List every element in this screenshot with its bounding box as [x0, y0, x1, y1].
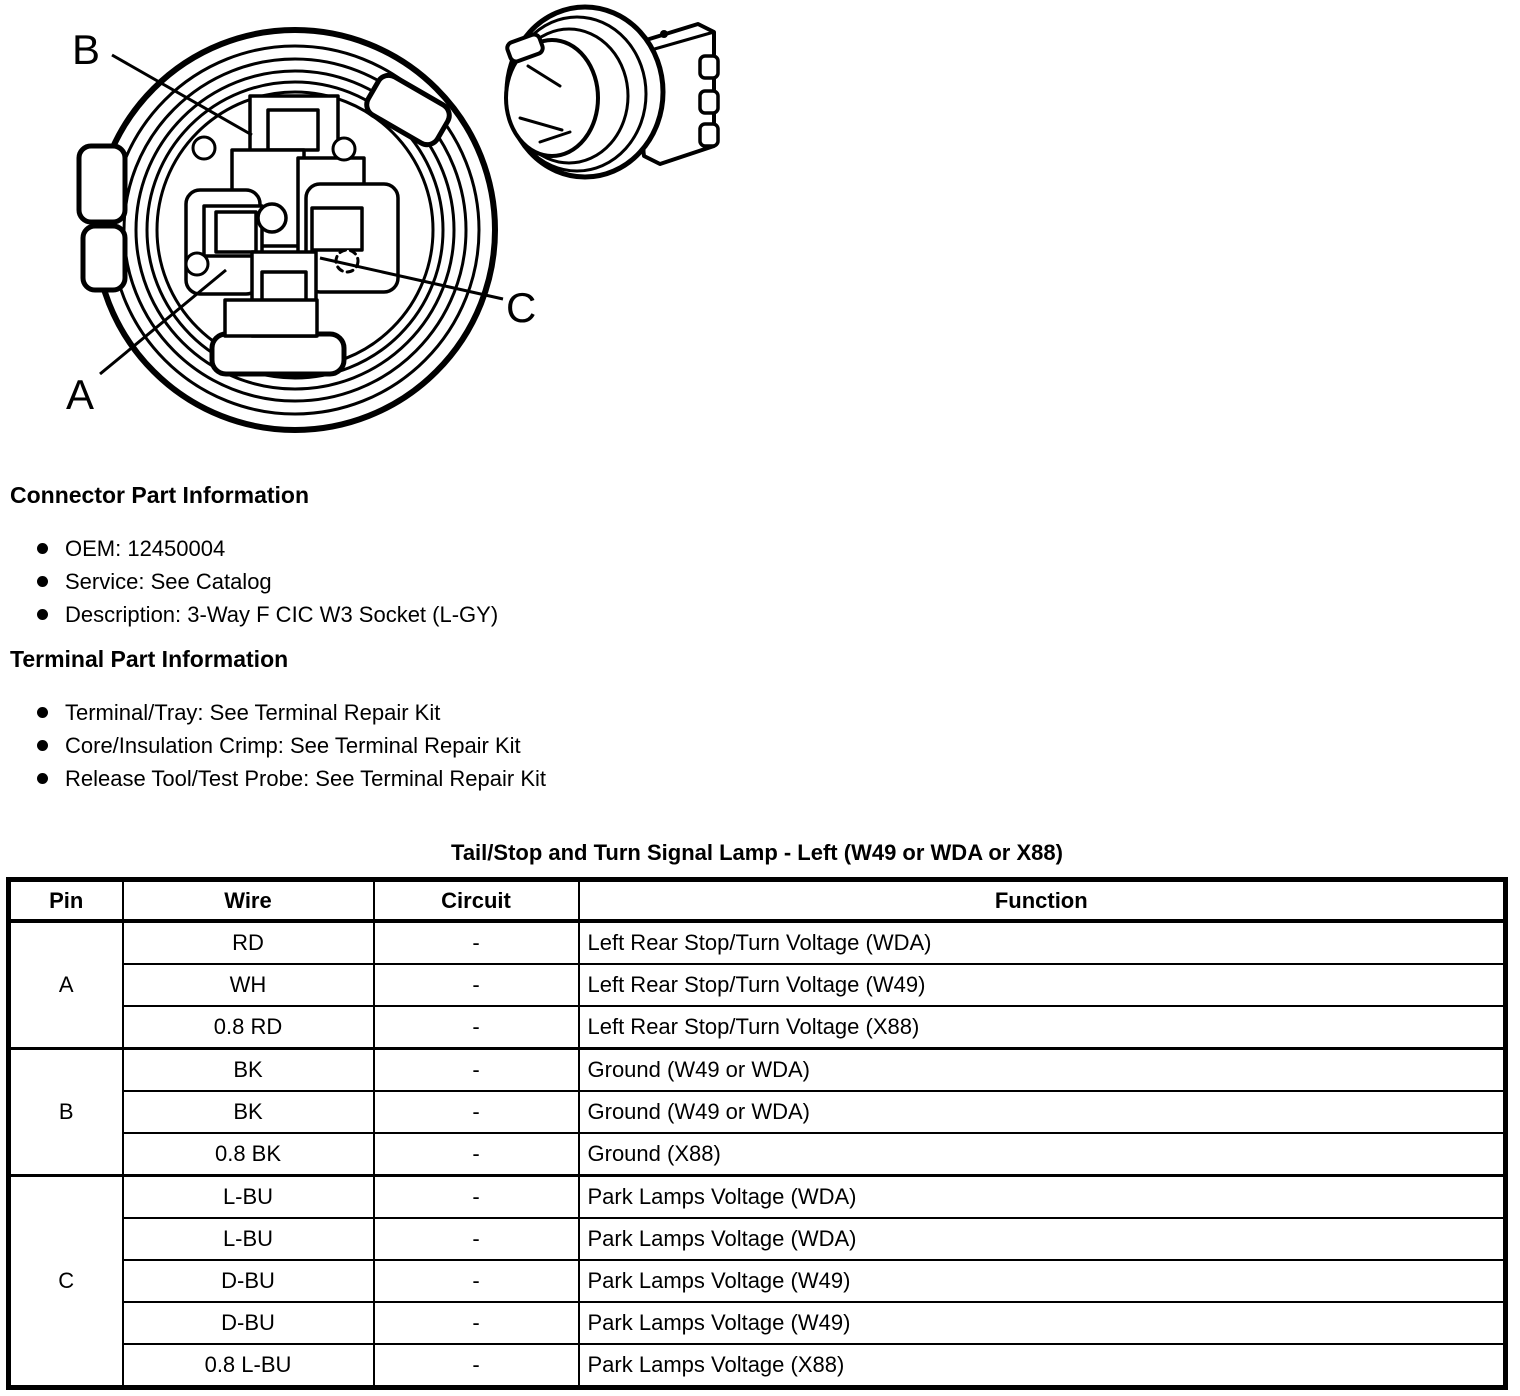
table-row — [9, 964, 1506, 1006]
table-row — [9, 1049, 1506, 1092]
circuit-cell: - — [374, 1260, 579, 1302]
circuit-cell: - — [374, 921, 579, 964]
table-row — [9, 1006, 1506, 1049]
list-item — [0, 767, 546, 790]
list-item-text: Release Tool/Test Probe: See Terminal Repair Kit — [65, 765, 546, 791]
function-cell: Ground (W49 or WDA) — [579, 1091, 1506, 1133]
list-item — [0, 701, 546, 724]
column-header-wire: Wire — [123, 880, 374, 922]
bullet-icon — [37, 707, 48, 718]
table-header-row — [9, 880, 1506, 922]
lock-tab-bottom — [212, 334, 344, 374]
wire-cell: D-BU — [123, 1260, 374, 1302]
list-item — [0, 734, 546, 757]
list-item — [0, 570, 498, 593]
alignment-dot — [660, 30, 668, 38]
table-row — [9, 1218, 1506, 1260]
pin-label-a: A — [66, 371, 95, 418]
table-row — [9, 1176, 1506, 1219]
connector-3d-view — [506, 7, 718, 177]
wire-cell: 0.8 RD — [123, 1006, 374, 1049]
column-header-pin: Pin — [9, 880, 123, 922]
list-item-text: OEM: 12450004 — [65, 535, 226, 561]
circuit-cell: - — [374, 964, 579, 1006]
circuit-cell: - — [374, 1176, 579, 1219]
bullet-icon — [37, 740, 48, 751]
lock-tab-left-lower — [83, 226, 125, 290]
wire-cell: RD — [123, 921, 374, 964]
list-item-text: Terminal/Tray: See Terminal Repair Kit — [65, 699, 441, 725]
pin-cell: C — [9, 1176, 123, 1388]
table-row — [9, 921, 1506, 964]
wire-cell: BK — [123, 1049, 374, 1092]
list-item — [0, 537, 498, 560]
circuit-cell: - — [374, 1091, 579, 1133]
wire-cell: L-BU — [123, 1176, 374, 1219]
pin-cell: B — [9, 1049, 123, 1176]
table-title: Tail/Stop and Turn Signal Lamp - Left (W49 or WDA or X88) — [451, 840, 1063, 865]
function-cell: Left Rear Stop/Turn Voltage (WDA) — [579, 921, 1506, 964]
circuit-cell: - — [374, 1049, 579, 1092]
function-cell: Ground (W49 or WDA) — [579, 1049, 1506, 1092]
circuit-cell: - — [374, 1006, 579, 1049]
function-cell: Park Lamps Voltage (WDA) — [579, 1218, 1506, 1260]
wire-cell: 0.8 L-BU — [123, 1344, 374, 1388]
bullet-icon — [37, 543, 48, 554]
terminal-part-list — [0, 701, 546, 800]
circuit-cell: - — [374, 1302, 579, 1344]
bullet-icon — [37, 773, 48, 784]
column-header-circuit: Circuit — [374, 880, 579, 922]
wire-cell: WH — [123, 964, 374, 1006]
table-row — [9, 1133, 1506, 1176]
pin-label-c: C — [506, 284, 537, 331]
terminal-pins — [700, 56, 718, 146]
connector-part-list — [0, 537, 498, 636]
connector-diagram — [0, 0, 760, 452]
pin-function-table — [6, 877, 1508, 1390]
connector-front-view — [79, 30, 495, 430]
wire-cell: D-BU — [123, 1302, 374, 1344]
function-cell: Park Lamps Voltage (WDA) — [579, 1176, 1506, 1219]
wire-cell: BK — [123, 1091, 374, 1133]
list-item — [0, 603, 498, 626]
table-row — [9, 1344, 1506, 1388]
function-cell: Left Rear Stop/Turn Voltage (W49) — [579, 964, 1506, 1006]
bullet-icon — [37, 609, 48, 620]
function-cell: Park Lamps Voltage (X88) — [579, 1344, 1506, 1388]
circuit-cell: - — [374, 1218, 579, 1260]
wire-cell: L-BU — [123, 1218, 374, 1260]
table-row — [9, 1260, 1506, 1302]
column-header-function: Function — [579, 880, 1506, 922]
section-heading-terminal-part: Terminal Part Information — [10, 646, 289, 672]
function-cell: Left Rear Stop/Turn Voltage (X88) — [579, 1006, 1506, 1049]
function-cell: Park Lamps Voltage (W49) — [579, 1302, 1506, 1344]
circuit-cell: - — [374, 1133, 579, 1176]
lock-tab-left-upper — [79, 146, 125, 222]
wire-cell: 0.8 BK — [123, 1133, 374, 1176]
list-item-text: Description: 3-Way F CIC W3 Socket (L-GY) — [65, 601, 499, 627]
list-item-text: Service: See Catalog — [65, 568, 272, 594]
bullet-icon — [37, 576, 48, 587]
section-heading-connector-part: Connector Part Information — [10, 482, 310, 508]
pin-cell: A — [9, 921, 123, 1049]
table-row — [9, 1091, 1506, 1133]
table-row — [9, 1302, 1506, 1344]
pin-label-b: B — [72, 26, 101, 73]
function-cell: Ground (X88) — [579, 1133, 1506, 1176]
function-cell: Park Lamps Voltage (W49) — [579, 1260, 1506, 1302]
circuit-cell: - — [374, 1344, 579, 1388]
list-item-text: Core/Insulation Crimp: See Terminal Repair Kit — [65, 732, 521, 758]
